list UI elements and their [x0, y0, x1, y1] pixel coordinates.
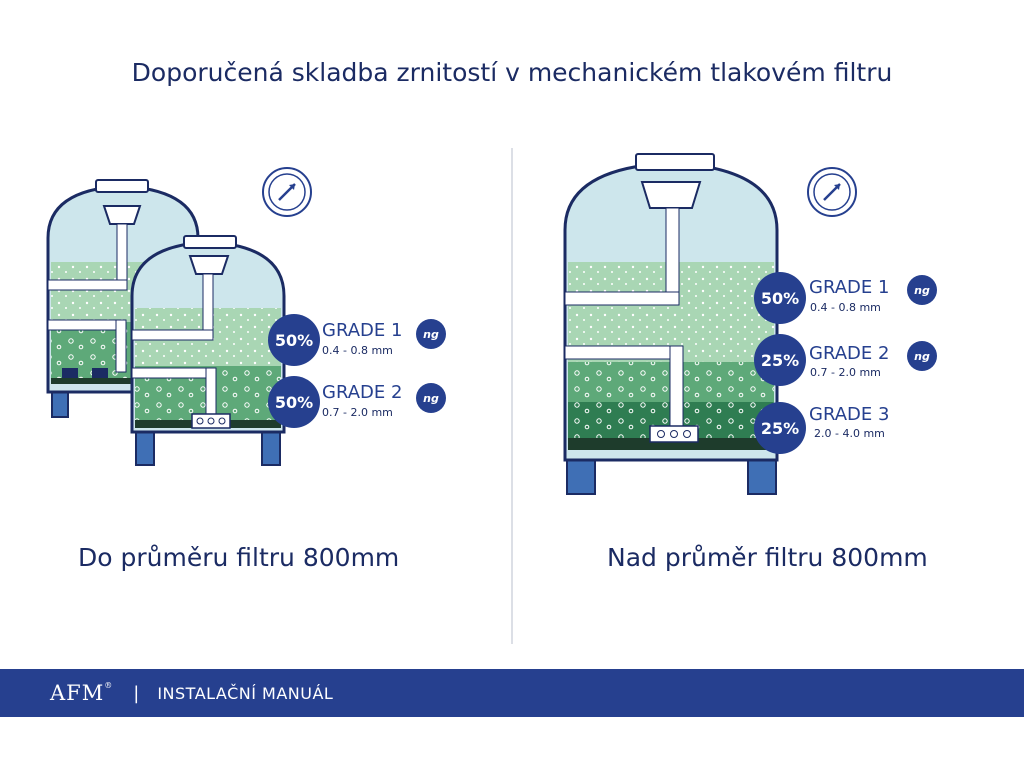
- right-grade-1-percent: 50%: [760, 289, 800, 308]
- manual-label: INSTALAČNÍ MANUÁL: [157, 683, 334, 703]
- afm-logo: [50, 681, 113, 705]
- right-grade-3-name: GRADE 3: [809, 404, 890, 425]
- right-grade-2-range: 0.7 - 2.0 mm: [810, 366, 881, 379]
- front-filter-tank: [132, 236, 284, 465]
- column-divider: [511, 148, 513, 644]
- pressure-gauge-icon: [808, 168, 856, 216]
- left-grade-1-range: 0.4 - 0.8 mm: [322, 344, 393, 357]
- right-grade-1-label: [754, 272, 937, 324]
- left-grade-2-label: [268, 376, 446, 428]
- right-grade-2-percent: 25%: [760, 351, 800, 370]
- left-grade-1-name: GRADE 1: [322, 320, 403, 341]
- footer-bar: [0, 669, 1024, 717]
- left-grade-2-badge: ng: [423, 392, 439, 405]
- right-grade-3-range: 2.0 - 4.0 mm: [814, 427, 885, 440]
- right-grade-2-name: GRADE 2: [809, 343, 890, 364]
- left-grade-2-range: 0.7 - 2.0 mm: [322, 406, 393, 419]
- right-caption: Nad průměr filtru 800mm: [607, 543, 928, 572]
- page-title: Doporučená skladba zrnitostí v mechanickém tlakovém filtru: [131, 58, 893, 87]
- pressure-gauge-icon: [263, 168, 311, 216]
- left-grade-2-name: GRADE 2: [322, 382, 403, 403]
- right-grade-3-label: [754, 402, 889, 454]
- left-caption: Do průměru filtru 800mm: [78, 543, 400, 572]
- logo-text: AFM: [50, 681, 105, 705]
- left-grade-1-badge: ng: [423, 328, 439, 341]
- right-grade-2-badge: ng: [914, 350, 930, 363]
- large-filter-tank: [565, 154, 777, 494]
- right-grade-3-percent: 25%: [760, 419, 800, 438]
- right-grade-1-range: 0.4 - 0.8 mm: [810, 301, 881, 314]
- left-grade-1-percent: 50%: [274, 331, 314, 350]
- left-grade-1-label: [268, 314, 446, 366]
- registered-mark: ®: [104, 681, 114, 690]
- left-grade-2-percent: 50%: [274, 393, 314, 412]
- right-grade-1-badge: ng: [914, 284, 930, 297]
- right-grade-1-name: GRADE 1: [809, 277, 890, 298]
- footer-separator: |: [133, 682, 140, 704]
- right-grade-2-label: [754, 334, 937, 386]
